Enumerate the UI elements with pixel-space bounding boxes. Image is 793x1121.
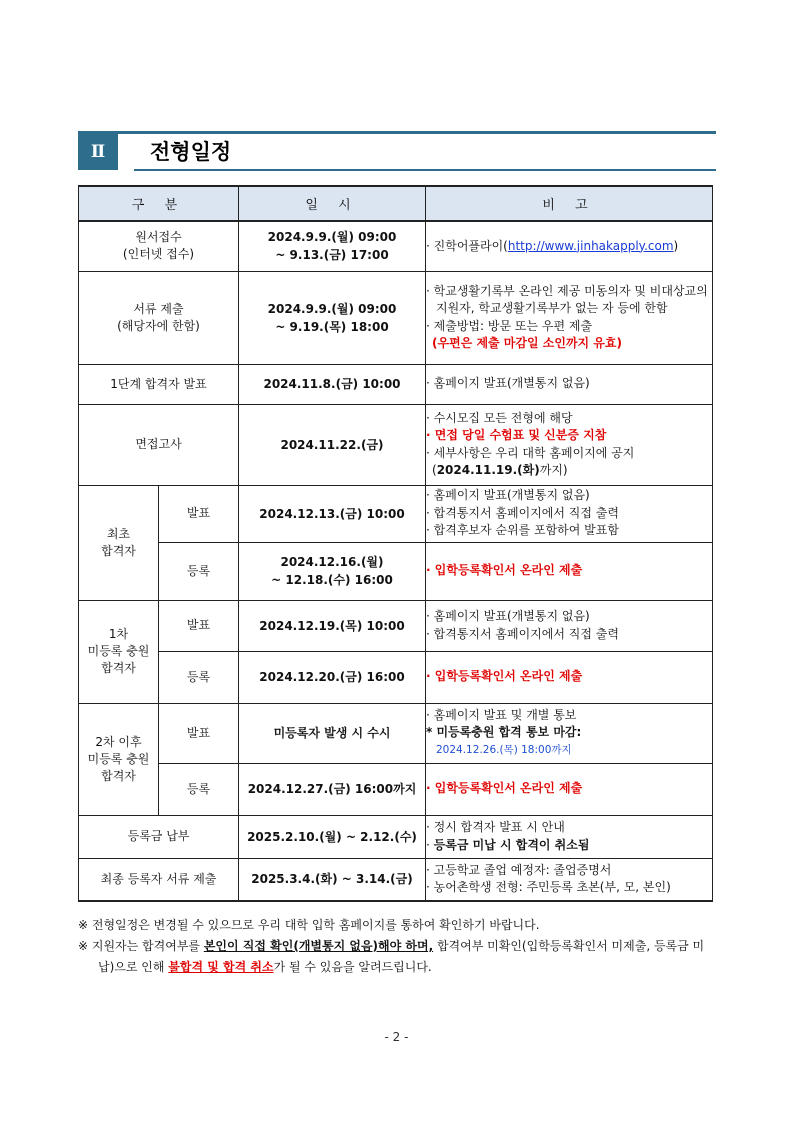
- application-note: · 진학어플라이(http://www.jinhakapply.com): [426, 221, 713, 271]
- second-register-label: 등록: [159, 651, 239, 703]
- final-docs-note: · 고등학교 졸업 예정자: 졸업증명서 · 농어촌학생 전형: 주민등록 초본(부, 모, 본인): [426, 858, 713, 901]
- table-row-first-announce: [79, 485, 713, 542]
- third-announce-note: · 홈페이지 발표 및 개별 통보 * 미등록충원 합격 통보 마감: 2024.12.26.(목) 18:00까지: [426, 703, 713, 763]
- stage1-date: 2024.11.8.(금) 10:00: [239, 364, 426, 404]
- first-register-note: · 입학등록확인서 온라인 제출: [426, 542, 713, 600]
- table-row-first-register: [79, 542, 713, 600]
- section-top-rule: [78, 131, 716, 134]
- documents-date: 2024.9.9.(월) 09:00 ~ 9.19.(목) 18:00: [239, 271, 426, 364]
- table-row-final-docs: [79, 858, 713, 901]
- first-announce-date: 2024.12.13.(금) 10:00: [239, 485, 426, 542]
- first-register-date: 2024.12.16.(월) ~ 12.18.(수) 16:00: [239, 542, 426, 600]
- interview-note: · 수시모집 모든 전형에 해당 · 면접 당일 수험표 및 신분증 지참 · 세부사항은 우리 대학 홈페이지에 공지 (2024.11.19.(화)까지): [426, 404, 713, 485]
- schedule-table: [78, 185, 713, 902]
- documents-label: 서류 제출 (해당자에 한함): [79, 271, 239, 364]
- footnotes: [78, 915, 718, 978]
- stage1-note: · 홈페이지 발표(개별통지 없음): [426, 364, 713, 404]
- application-date: 2024.9.9.(월) 09:00 ~ 9.13.(금) 17:00: [239, 221, 426, 271]
- table-row-documents: [79, 271, 713, 364]
- third-announce-label: 발표: [159, 703, 239, 763]
- third-label: 2차 이후 미등록 충원 합격자: [79, 703, 159, 815]
- table-row-third-register: [79, 763, 713, 815]
- table-header-row: [79, 186, 713, 221]
- third-register-note: · 입학등록확인서 온라인 제출: [426, 763, 713, 815]
- tuition-note: · 정시 합격자 발표 시 안내 · 등록금 미납 시 합격이 취소됨: [426, 815, 713, 858]
- section-bottom-rule: [134, 169, 716, 171]
- interview-label: 면접고사: [79, 404, 239, 485]
- documents-note: · 학교생활기록부 온라인 제공 미동의자 및 비대상교의 지원자, 학교생활기록부가 없는 자 등에 한함 · 제출방법: 방문 또는 우편 제출 (우편은 제출 마감일 소인까지 유효): [426, 271, 713, 364]
- table-row-application: [79, 221, 713, 271]
- first-register-label: 등록: [159, 542, 239, 600]
- second-announce-note: · 홈페이지 발표(개별통지 없음) · 합격통지서 홈페이지에서 직접 출력: [426, 600, 713, 651]
- stage1-label: 1단계 합격자 발표: [79, 364, 239, 404]
- first-announce-label: 발표: [159, 485, 239, 542]
- tuition-label: 등록금 납부: [79, 815, 239, 858]
- header-category: 구 분: [79, 186, 239, 221]
- footnote-2: ※ 지원자는 합격여부를 본인이 직접 확인(개별통지 없음)해야 하며, 합격여부 미확인(입학등록확인서 미제출, 등록금 미납)으로 인해 불합격 및 합격 취소가 될 수 있음을 알려드립니다.: [78, 939, 705, 974]
- table-row-second-register: [79, 651, 713, 703]
- final-docs-label: 최종 등록자 서류 제출: [79, 858, 239, 901]
- second-announce-label: 발표: [159, 600, 239, 651]
- table-row-third-announce: [79, 703, 713, 763]
- footnote-1: ※ 전형일정은 변경될 수 있으므로 우리 대학 입학 홈페이지를 통하여 확인하기 바랍니다.: [78, 918, 540, 932]
- application-label: 원서접수 (인터넷 접수): [79, 221, 239, 271]
- first-label: 최초 합격자: [79, 485, 159, 600]
- second-register-note: · 입학등록확인서 온라인 제출: [426, 651, 713, 703]
- table-row-stage1: [79, 364, 713, 404]
- header-remarks: 비 고: [426, 186, 713, 221]
- third-announce-date: 미등록자 발생 시 수시: [239, 703, 426, 763]
- table-row-tuition: [79, 815, 713, 858]
- jinhakapply-link[interactable]: http://www.jinhakapply.com: [507, 238, 674, 253]
- header-datetime: 일 시: [239, 186, 426, 221]
- section-number-badge: Ⅱ: [78, 134, 118, 170]
- final-docs-date: 2025.3.4.(화) ~ 3.14.(금): [239, 858, 426, 901]
- interview-date: 2024.11.22.(금): [239, 404, 426, 485]
- third-register-label: 등록: [159, 763, 239, 815]
- section-title: 전형일정: [150, 140, 232, 164]
- first-announce-note: · 홈페이지 발표(개별통지 없음) · 합격통지서 홈페이지에서 직접 출력 · 합격후보자 순위를 포함하여 발표함: [426, 485, 713, 542]
- third-register-date: 2024.12.27.(금) 16:00까지: [239, 763, 426, 815]
- table-row-interview: [79, 404, 713, 485]
- page-number: - 2 -: [384, 1030, 409, 1044]
- tuition-date: 2025.2.10.(월) ~ 2.12.(수): [239, 815, 426, 858]
- second-announce-date: 2024.12.19.(목) 10:00: [239, 600, 426, 651]
- second-label: 1차 미등록 충원 합격자: [79, 600, 159, 703]
- second-register-date: 2024.12.20.(금) 16:00: [239, 651, 426, 703]
- table-row-second-announce: [79, 600, 713, 651]
